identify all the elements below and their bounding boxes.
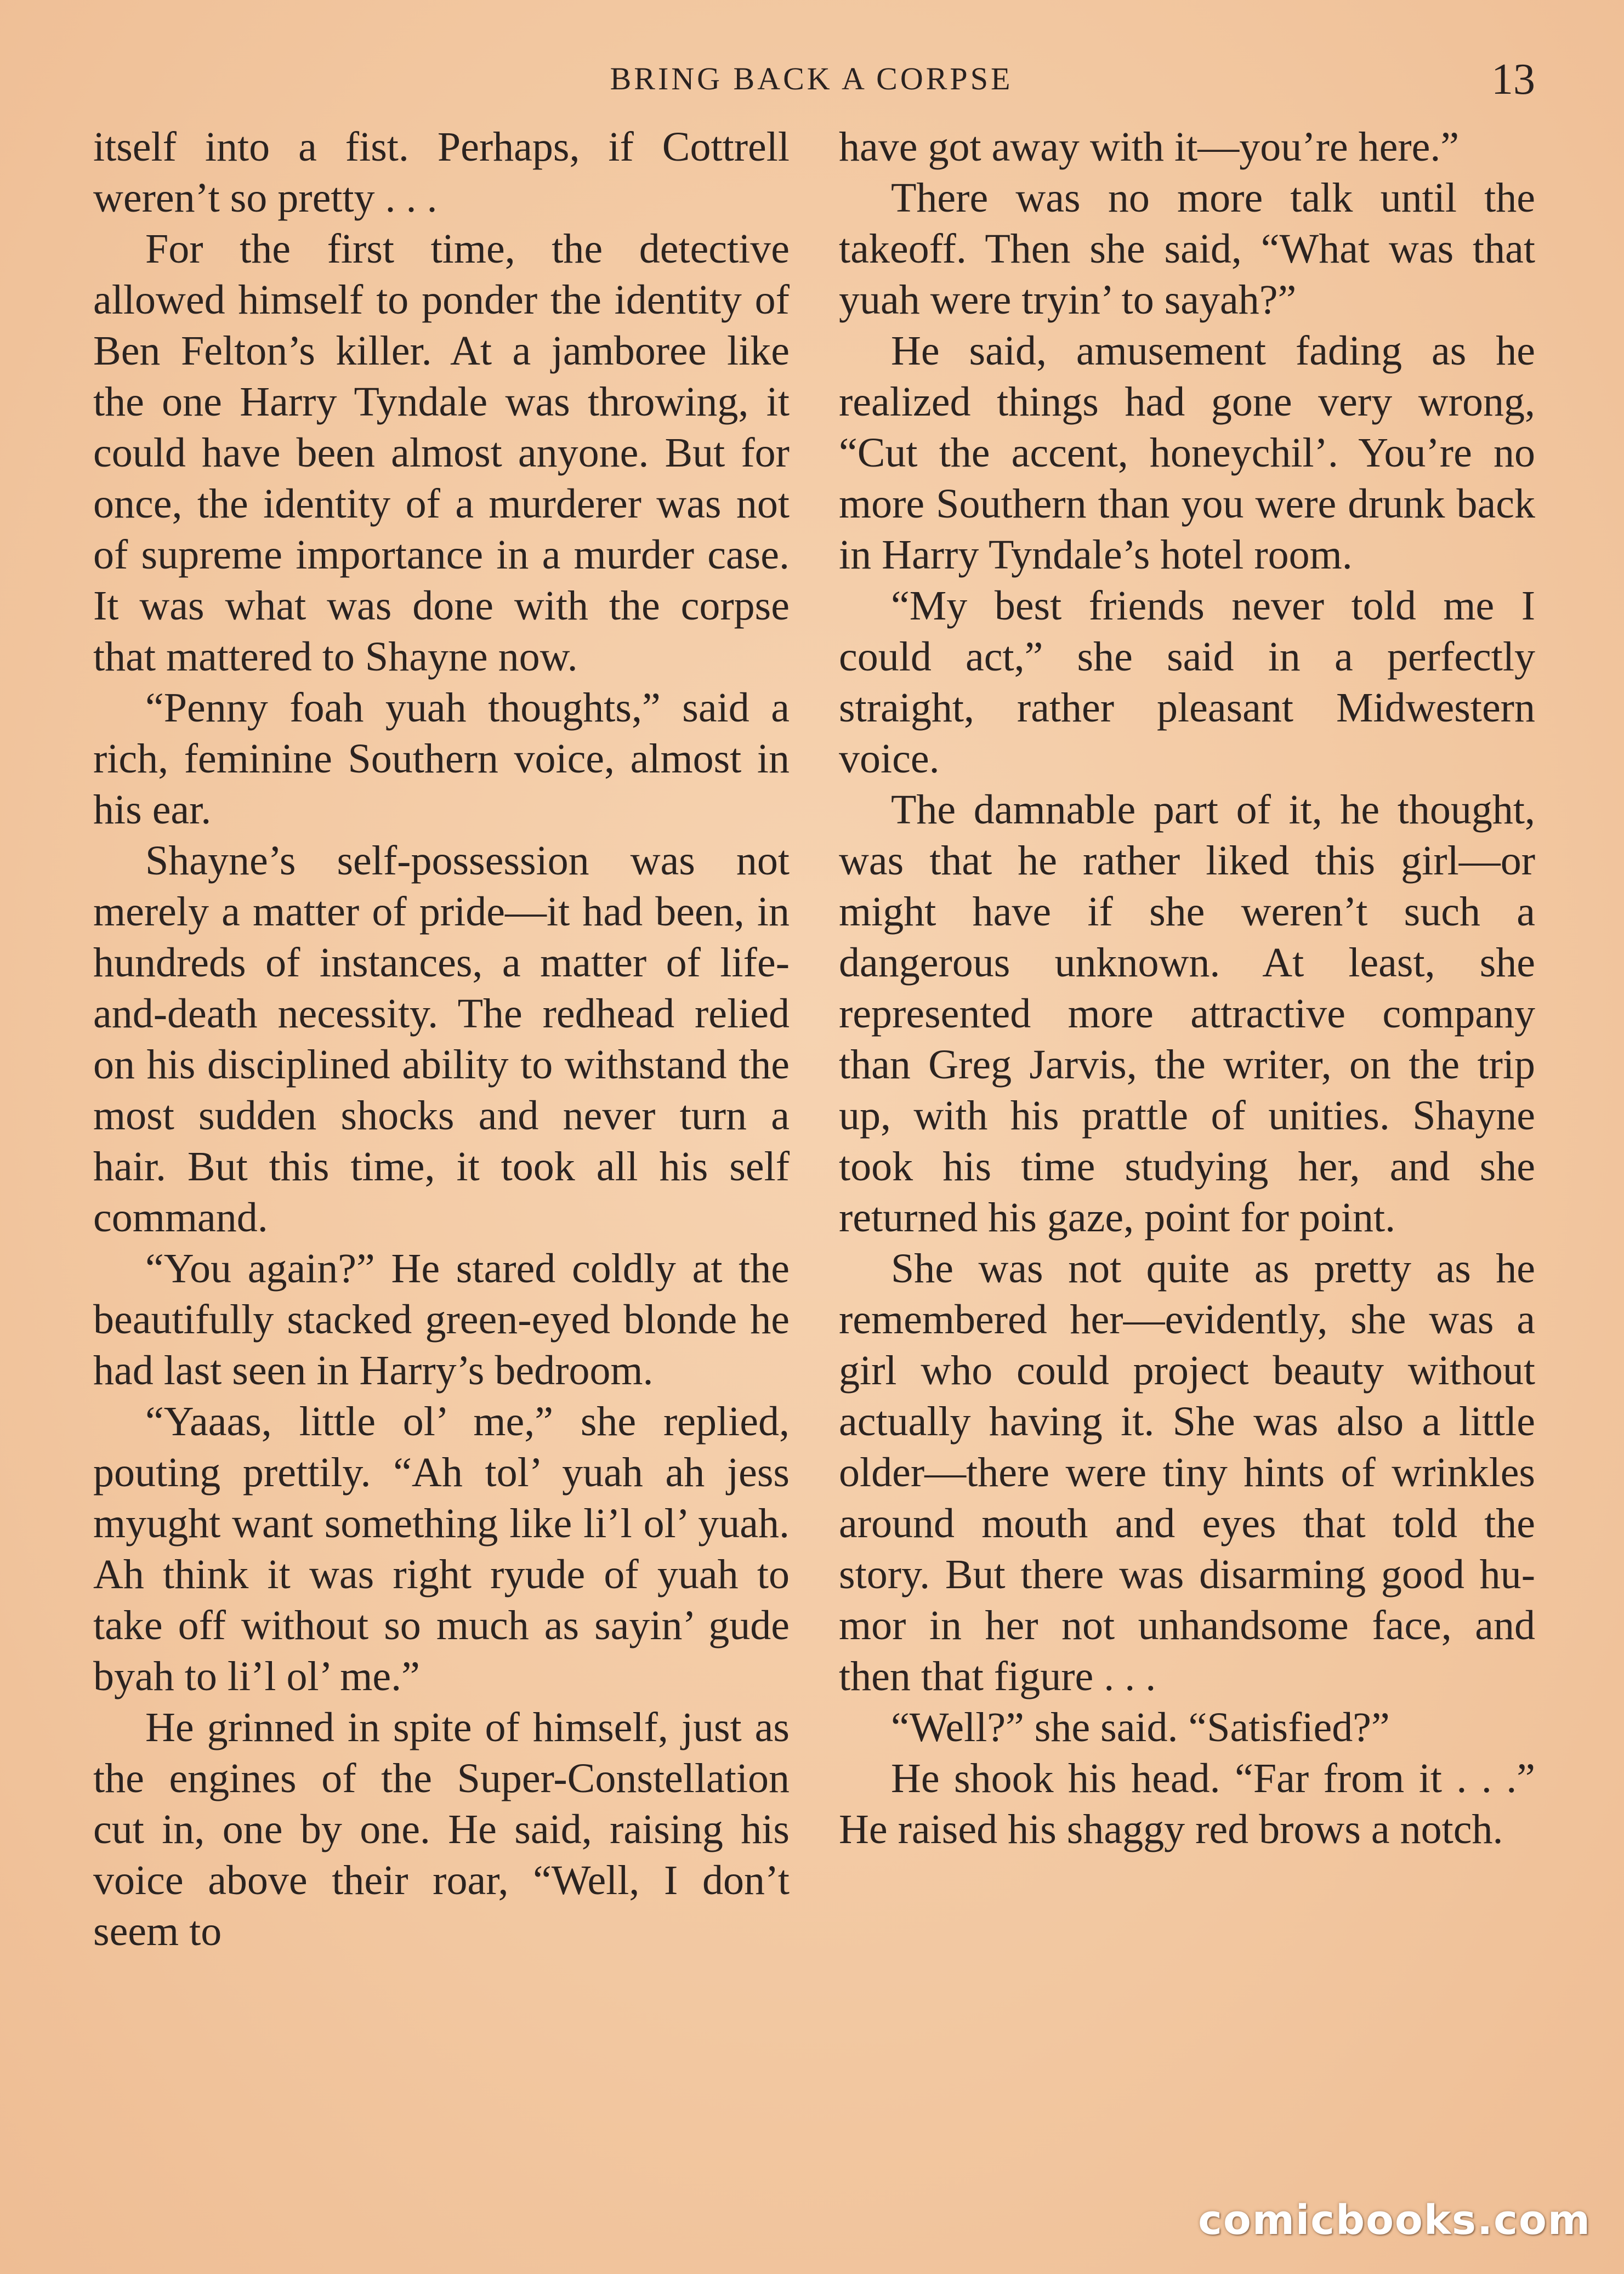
page-number: 13 bbox=[1491, 55, 1535, 104]
paragraph: Shayne’s self-possession was not merely a matter of pride—it had been, in hundreds of instances, a matter of life-and-death necessity. The redhead relied on his disciplined ability to withstand the most sudden shocks and never turn a hair. But this time, it took all his self command. bbox=[93, 838, 790, 1241]
running-title: BRING BACK A CORPSE bbox=[610, 61, 1013, 96]
page-header bbox=[88, 55, 1535, 115]
paragraph: “Well?” she said. “Satisfied?” bbox=[891, 1704, 1390, 1750]
watermark-logo: comicbooks.com bbox=[1198, 2197, 1591, 2244]
paragraph: have got away with it—you’re here.” bbox=[839, 124, 1460, 170]
paragraph: itself into a fist. Perhaps, if Cottrell weren’t so pretty . . . bbox=[93, 124, 790, 221]
paragraph: There was no more talk until the takeoff. Then she said, “What was that yuah were tryin’ to sayah?” bbox=[839, 175, 1535, 323]
paragraph: The damnable part of it, he thought, was that he rather liked this girl—or might have if she weren’t such a dangerous unknown. At least, she represented more attractive company than Greg Jarvis, the writer, on the trip up, with his prattle of unities. Shayne took his time studying her, and she returned his gaze, point for point. bbox=[839, 787, 1535, 1241]
paragraph: For the first time, the detective allowed himself to ponder the identity of Ben Felton’s killer. At a jamboree like the one Harry Tyndale was throwing, it could have been almost anyone. But for once, the identity of a murderer was not of supreme importance in a murder case. It was what was done with the corpse that mattered to Shayne now. bbox=[93, 226, 790, 680]
paragraph: “Penny foah yuah thoughts,” said a rich, feminine Southern voice, almost in his ear. bbox=[93, 685, 790, 833]
paragraph: “Yaaas, little ol’ me,” she replied, pouting prettily. “Ah tol’ yuah ah jess myught want something like li’l ol’ yuah. Ah think it was right ryude of yuah to take off without so much as sayin’ gude byah to li’l ol’ me.” bbox=[93, 1398, 790, 1699]
left-column bbox=[93, 122, 790, 1957]
paragraph: He grinned in spite of himself, just as the engines of the Super-Constellation cut in, one by one. He said, raising his voice above their roar, “Well, I don’t seem to bbox=[93, 1704, 790, 1954]
paragraph: “My best friends never told me I could act,” she said in a perfectly straight, rather pleasant Midwestern voice. bbox=[839, 583, 1535, 782]
paragraph: He said, amusement fading as he realized things had gone very wrong, “Cut the accent, honeychil’. You’re no more Southern than you were drunk back in Harry Tyndale’s hotel room. bbox=[839, 328, 1535, 578]
paragraph: He shook his head. “Far from it . . .” He raised his shaggy red brows a notch. bbox=[839, 1755, 1535, 1852]
paragraph: “You again?” He stared coldly at the beautifully stacked green-eyed blonde he had last seen in Harry’s bedroom. bbox=[93, 1246, 790, 1394]
paragraph: She was not quite as pretty as he remembered her—evidently, she was a girl who could project beauty without actually having it. She was also a little older—there were tiny hints of wrinkles around mouth and eyes that told the story. But there was disarming good humor in her not unhandsome face, and then that figure . . . bbox=[839, 1246, 1535, 1699]
right-column bbox=[839, 122, 1535, 1855]
